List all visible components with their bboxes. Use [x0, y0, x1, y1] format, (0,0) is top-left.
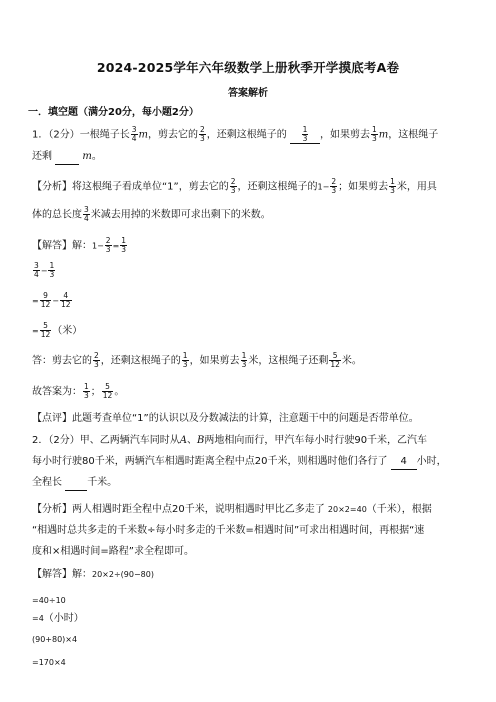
q2-analysis-line3: 度和×相遇时间=路程”求全程即可。 [32, 546, 194, 557]
q2-calc-line3: (90+80)×4 [32, 635, 78, 644]
fraction: $\frac{1}{3}$ [371, 125, 377, 143]
q2-solve-line: 【解答】解：20×2÷(90−80) [32, 569, 154, 580]
q2-calc-line2: =4（小时） [32, 613, 84, 624]
q2-question-line3: 全程长 千米。 [32, 476, 117, 491]
q2-analysis-line1: 【分析】两人相遇时距全程中点20千米，说明相遇时甲比乙多走了 20×2=40（千米），根据 [32, 504, 432, 515]
q1-calc-line1: $\frac{3}{4}$ − $\frac{1}{3}$ [34, 261, 55, 279]
q1-analysis-line2: 体的总长度 $\frac{3}{4}$ 米减去用掉的米数即可求出剩下的米数。 [32, 205, 271, 223]
q1-final-answer: 故答案为： $\frac{1}{3}$ ； $\frac{5}{12}$ 。 [32, 382, 125, 400]
page-title: 2024-2025学年六年级数学上册秋季开学摸底考A卷 [96, 60, 400, 75]
answer-blank: 4 [391, 455, 417, 470]
q1-answer-line: 答：剪去它的 $\frac{2}{3}$ ，还剩这根绳子的 $\frac{1}{3}$ ，如果剪去 $\frac{1}{3}$ 米，这根绳子还剩 $\frac{5}{12}$ 米。 [32, 351, 362, 369]
fraction: $\frac{3}{4}$ [131, 125, 137, 143]
page-subtitle: 答案解析 [228, 88, 268, 99]
q2-question-line2: 每小时行驶80千米，两辆汽车相遇时距离全程中点20千米，则相遇时他们各行了 4 小时， [32, 455, 447, 470]
q1-calc-line2: = $\frac{9}{12}$ − $\frac{4}{12}$ [32, 291, 71, 309]
q2-calc-line4: =170×4 [32, 658, 66, 667]
answer-blank [55, 150, 79, 165]
q1-solve-line: 【解答】解：1− $\frac{2}{3}$ = $\frac{1}{3}$ [32, 236, 127, 254]
section-heading: 一．填空题（满分20分，每小题2分） [28, 107, 199, 118]
q2-analysis-line2: “相遇时总共多走的千米数÷每小时多走的千米数=相遇时间”可求出相遇时间，再根据“速 [32, 525, 425, 536]
q1-question-line1: 1．（2分）一根绳子长 $\frac{3}{4}$ m，剪去它的 $\frac{2}{3}$ ，还剩这根绳子的 $\frac{1}{3}$ ，如果剪去 $\frac{1}{3}$ m，这根绳子 [32, 125, 439, 143]
answer-blank: $\frac{1}{3}$ [290, 126, 320, 144]
q1-analysis-line1: 【分析】将这根绳子看成单位“1”，剪去它的 $\frac{2}{3}$ ，还剩这根绳子的1− $\frac{2}{3}$ ；如果剪去 $\frac{1}{3}$ 米，用具 [32, 177, 437, 195]
fraction: $\frac{2}{3}$ [200, 125, 205, 143]
q1-comment: 【点评】此题考查单位“1”的认识以及分数减法的计算，注意题干中的问题是否带单位。 [32, 413, 419, 424]
q2-calc-line1: =40÷10 [32, 596, 66, 605]
q2-question-line1: 2．（2分）甲、乙两辆汽车同时从A、B两地相向而行，甲汽车每小时行驶90千米，乙汽车 [32, 435, 428, 446]
q1-question-line2: 还剩 m。 [32, 150, 102, 165]
answer-blank [65, 476, 87, 491]
q1-calc-line3: = $\frac{5}{12}$ （米） [32, 321, 83, 339]
